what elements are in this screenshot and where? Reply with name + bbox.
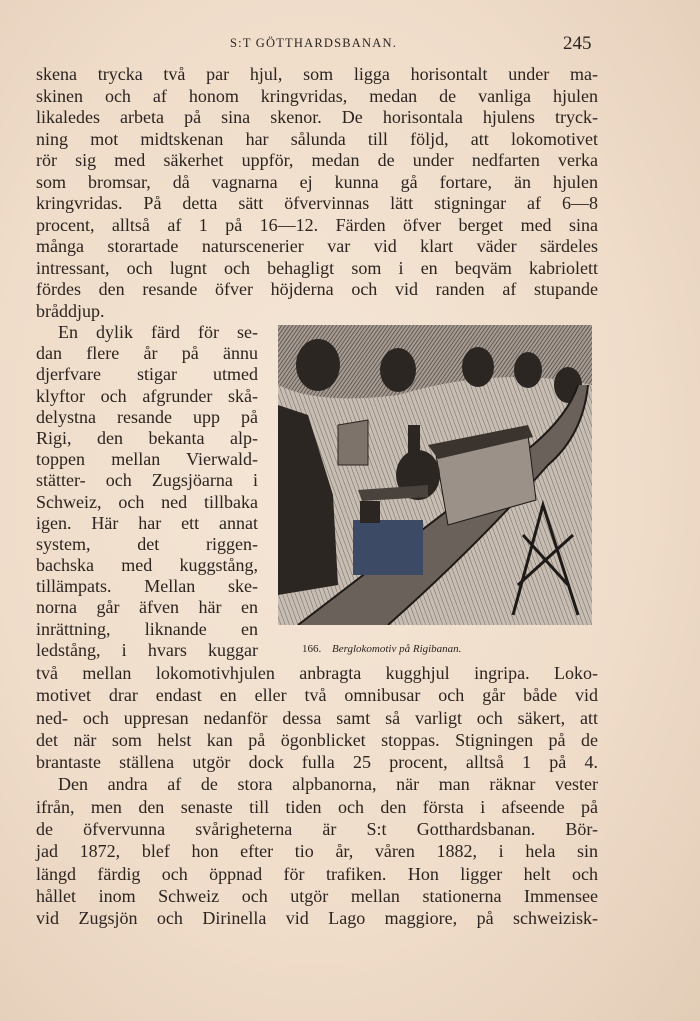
text-line: rör sig med säkerhet uppför, medan de under nedfarten verka bbox=[36, 150, 598, 170]
illustration-rigi-locomotive bbox=[278, 325, 592, 625]
text-line: toppen mellan Vierwald- bbox=[36, 449, 258, 470]
text-line: skena trycka två par hjul, som ligga horisontalt under ma- bbox=[36, 64, 598, 84]
text-line: En dylik färd för se- bbox=[58, 322, 258, 342]
text-line: skinen och af honom kringvridas, medan de vanliga hjulen bbox=[36, 85, 598, 106]
text-line: djerfvare stigar utmed bbox=[36, 364, 258, 385]
text-line: system, det riggen- bbox=[36, 533, 258, 554]
text-line: ifrån, men den senaste till tiden och den första i afseende på bbox=[36, 796, 598, 817]
paragraph-bottom bbox=[36, 662, 598, 930]
text-line: de öfvervunna svårigheterna är S:t Gotthardsbanan. Bör- bbox=[36, 819, 598, 840]
text-line: bråddjup. bbox=[36, 300, 105, 321]
text-line: delystna resande upp på bbox=[36, 406, 258, 427]
running-title: S:T GÖTTHARDSBANAN. bbox=[230, 36, 398, 50]
figure-title: Berglokomotiv på Rigibanan. bbox=[332, 643, 462, 655]
text-line: ledstång, i hvars kuggar bbox=[36, 639, 258, 660]
text-line: stätter- och Zugsjöarna i bbox=[36, 470, 258, 491]
text-line: intressant, och lugnt och behagligt som i en beqväm kabriolett bbox=[36, 257, 598, 278]
text-line: två mellan lokomotivhjulen anbragta kugghjul ingripa. Loko- bbox=[36, 663, 598, 683]
text-line: jad 1872, blef hon efter tio år, våren 1882, i hela sin bbox=[36, 841, 598, 862]
text-line: tillämpats. Mellan ske- bbox=[36, 576, 258, 597]
figure-caption bbox=[302, 643, 461, 656]
paragraph-narrow bbox=[36, 322, 258, 661]
text-line: Schweiz, och ned tillbaka bbox=[36, 491, 258, 512]
text-line: ning mot midtskenan har sålunda till följd, att lokomotivet bbox=[36, 128, 598, 149]
text-line: många storartade naturscenerier var vid klart väder särdeles bbox=[36, 236, 598, 256]
text-line: norna går äfven här en bbox=[36, 597, 258, 618]
text-line: inrättning, liknande en bbox=[36, 618, 258, 639]
text-line: vid Zugsjön och Dirinella vid Lago maggiore, på schweizisk- bbox=[36, 908, 598, 929]
text-line: Den andra af de stora alpbanorna, när man räknar vester bbox=[58, 774, 598, 795]
text-line: motivet drar endast en eller två omnibusar och går både vid bbox=[36, 685, 598, 706]
paragraph-top bbox=[36, 64, 598, 322]
text-line: bachska med kuggstång, bbox=[36, 555, 258, 576]
page-number: 245 bbox=[563, 33, 592, 54]
text-line: igen. Här har ett annat bbox=[36, 512, 258, 533]
text-line: klyftor och afgrunder skå- bbox=[36, 385, 258, 406]
text-line: kringvridas. På detta sätt öfvervinnas lätt stigningar af 6—8 bbox=[36, 193, 598, 213]
figure-number: 166. bbox=[302, 643, 322, 655]
text-line: procent, alltså af 1 på 16—12. Färden öfver berget med sina bbox=[36, 214, 598, 235]
text-line: hållet inom Schweiz och utgör mellan stationerna Immensee bbox=[36, 885, 598, 906]
engraving-image bbox=[278, 325, 592, 625]
text-line: dan flere år på ännu bbox=[36, 343, 258, 364]
text-line: längd färdig och öppnad för trafiken. Hon ligger helt och bbox=[36, 863, 598, 884]
text-line: det när som helst kan på ögonblicket stoppas. Stigningen på de bbox=[36, 729, 598, 750]
text-line: som bromsar, då vagnarna ej kunna gå fortare, än hjulen bbox=[36, 171, 598, 192]
text-line: fördes den resande öfver höjderna och vid randen af stupande bbox=[36, 279, 598, 299]
text-line: brantaste ställena utgör dock fulla 25 procent, alltså 1 på 4. bbox=[36, 752, 598, 773]
text-line: likaledes arbeta på sina skenor. De horisontala hjulens tryck- bbox=[36, 107, 598, 127]
text-line: ned- och uppresan nedanför dessa samt så varligt och säkert, att bbox=[36, 707, 598, 728]
text-line: Rigi, den bekanta alp- bbox=[36, 427, 258, 448]
